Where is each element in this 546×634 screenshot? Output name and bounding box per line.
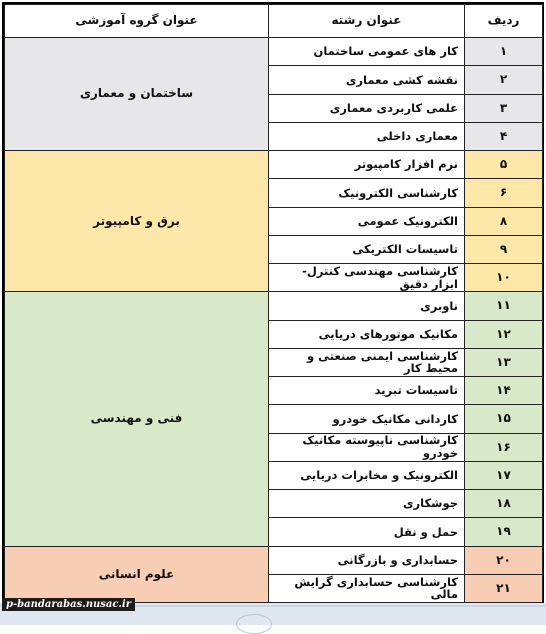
- field-title-cell: کارشناسی حسابداری گرایش مالی: [269, 574, 465, 602]
- row-number-cell: ۲: [465, 66, 543, 94]
- row-number-cell: ۱۹: [465, 518, 543, 546]
- header-group-title: عنوان گروه آموزشی: [5, 5, 269, 38]
- field-title-cell: تاسیسات تبرید: [269, 377, 465, 405]
- row-number-cell: ۱۷: [465, 461, 543, 489]
- row-number-cell: ۱۰: [465, 264, 543, 292]
- header-row-number: ردیف: [465, 5, 543, 38]
- group-title-cell: ساختمان و معماری: [5, 38, 269, 151]
- table-row: [5, 292, 543, 320]
- field-title-cell: الکترونیک عمومی: [269, 207, 465, 235]
- header-field-title: عنوان رشته: [269, 5, 465, 38]
- table-row: [5, 38, 543, 66]
- field-title-cell: کاردانی مکانیک خودرو: [269, 405, 465, 433]
- row-number-cell: ۶: [465, 179, 543, 207]
- row-number-cell: ۳: [465, 94, 543, 122]
- seal-logo-icon: [236, 614, 272, 634]
- field-title-cell: الکترونیک و مخابرات دریایی: [269, 461, 465, 489]
- field-title-cell: ناوبری: [269, 292, 465, 320]
- field-title-cell: مکانیک موتورهای دریایی: [269, 320, 465, 348]
- row-number-cell: ۴: [465, 122, 543, 150]
- field-title-cell: حسابداری و بازرگانی: [269, 546, 465, 574]
- field-title-cell: علمی کاربردی معماری: [269, 94, 465, 122]
- field-title-cell: معماری داخلی: [269, 122, 465, 150]
- row-number-cell: ۵: [465, 151, 543, 179]
- field-title-cell: حمل و نقل: [269, 518, 465, 546]
- field-title-cell: تاسیسات الکتریکی: [269, 235, 465, 263]
- row-number-cell: ۲۰: [465, 546, 543, 574]
- field-title-cell: نقشه کشی معماری: [269, 66, 465, 94]
- row-number-cell: ۸: [465, 207, 543, 235]
- field-title-cell: کارشناسی مهندسی کنترل- ابزار دقیق: [269, 264, 465, 292]
- row-number-cell: ۹: [465, 235, 543, 263]
- table-row: [5, 151, 543, 179]
- field-title-cell: کارشناسی ناپیوسته مکانیک خودرو: [269, 433, 465, 461]
- field-title-cell: جوشکاری: [269, 490, 465, 518]
- group-title-cell: برق و کامپیوتر: [5, 151, 269, 292]
- fields-table-container: [2, 2, 544, 603]
- site-watermark-label: p-bandarabas.nusac.ir: [2, 598, 135, 611]
- row-number-cell: ۱: [465, 38, 543, 66]
- table-header-row: [5, 5, 543, 38]
- row-number-cell: ۱۶: [465, 433, 543, 461]
- group-title-cell: علوم انسانی: [5, 546, 269, 603]
- row-number-cell: ۱۲: [465, 320, 543, 348]
- fields-table: [4, 4, 543, 603]
- field-title-cell: کارشناسی الکترونیک: [269, 179, 465, 207]
- row-number-cell: ۱۸: [465, 490, 543, 518]
- row-number-cell: ۱۵: [465, 405, 543, 433]
- field-title-cell: کارشناسی ایمنی صنعتی و محیط کار: [269, 348, 465, 376]
- row-number-cell: ۱۱: [465, 292, 543, 320]
- table-row: [5, 546, 543, 574]
- field-title-cell: کار های عمومی ساختمان: [269, 38, 465, 66]
- group-title-cell: فنی و مهندسی: [5, 292, 269, 546]
- row-number-cell: ۱۴: [465, 377, 543, 405]
- table-body: [5, 38, 543, 603]
- row-number-cell: ۱۳: [465, 348, 543, 376]
- row-number-cell: ۲۱: [465, 574, 543, 602]
- field-title-cell: نرم افزار کامپیوتر: [269, 151, 465, 179]
